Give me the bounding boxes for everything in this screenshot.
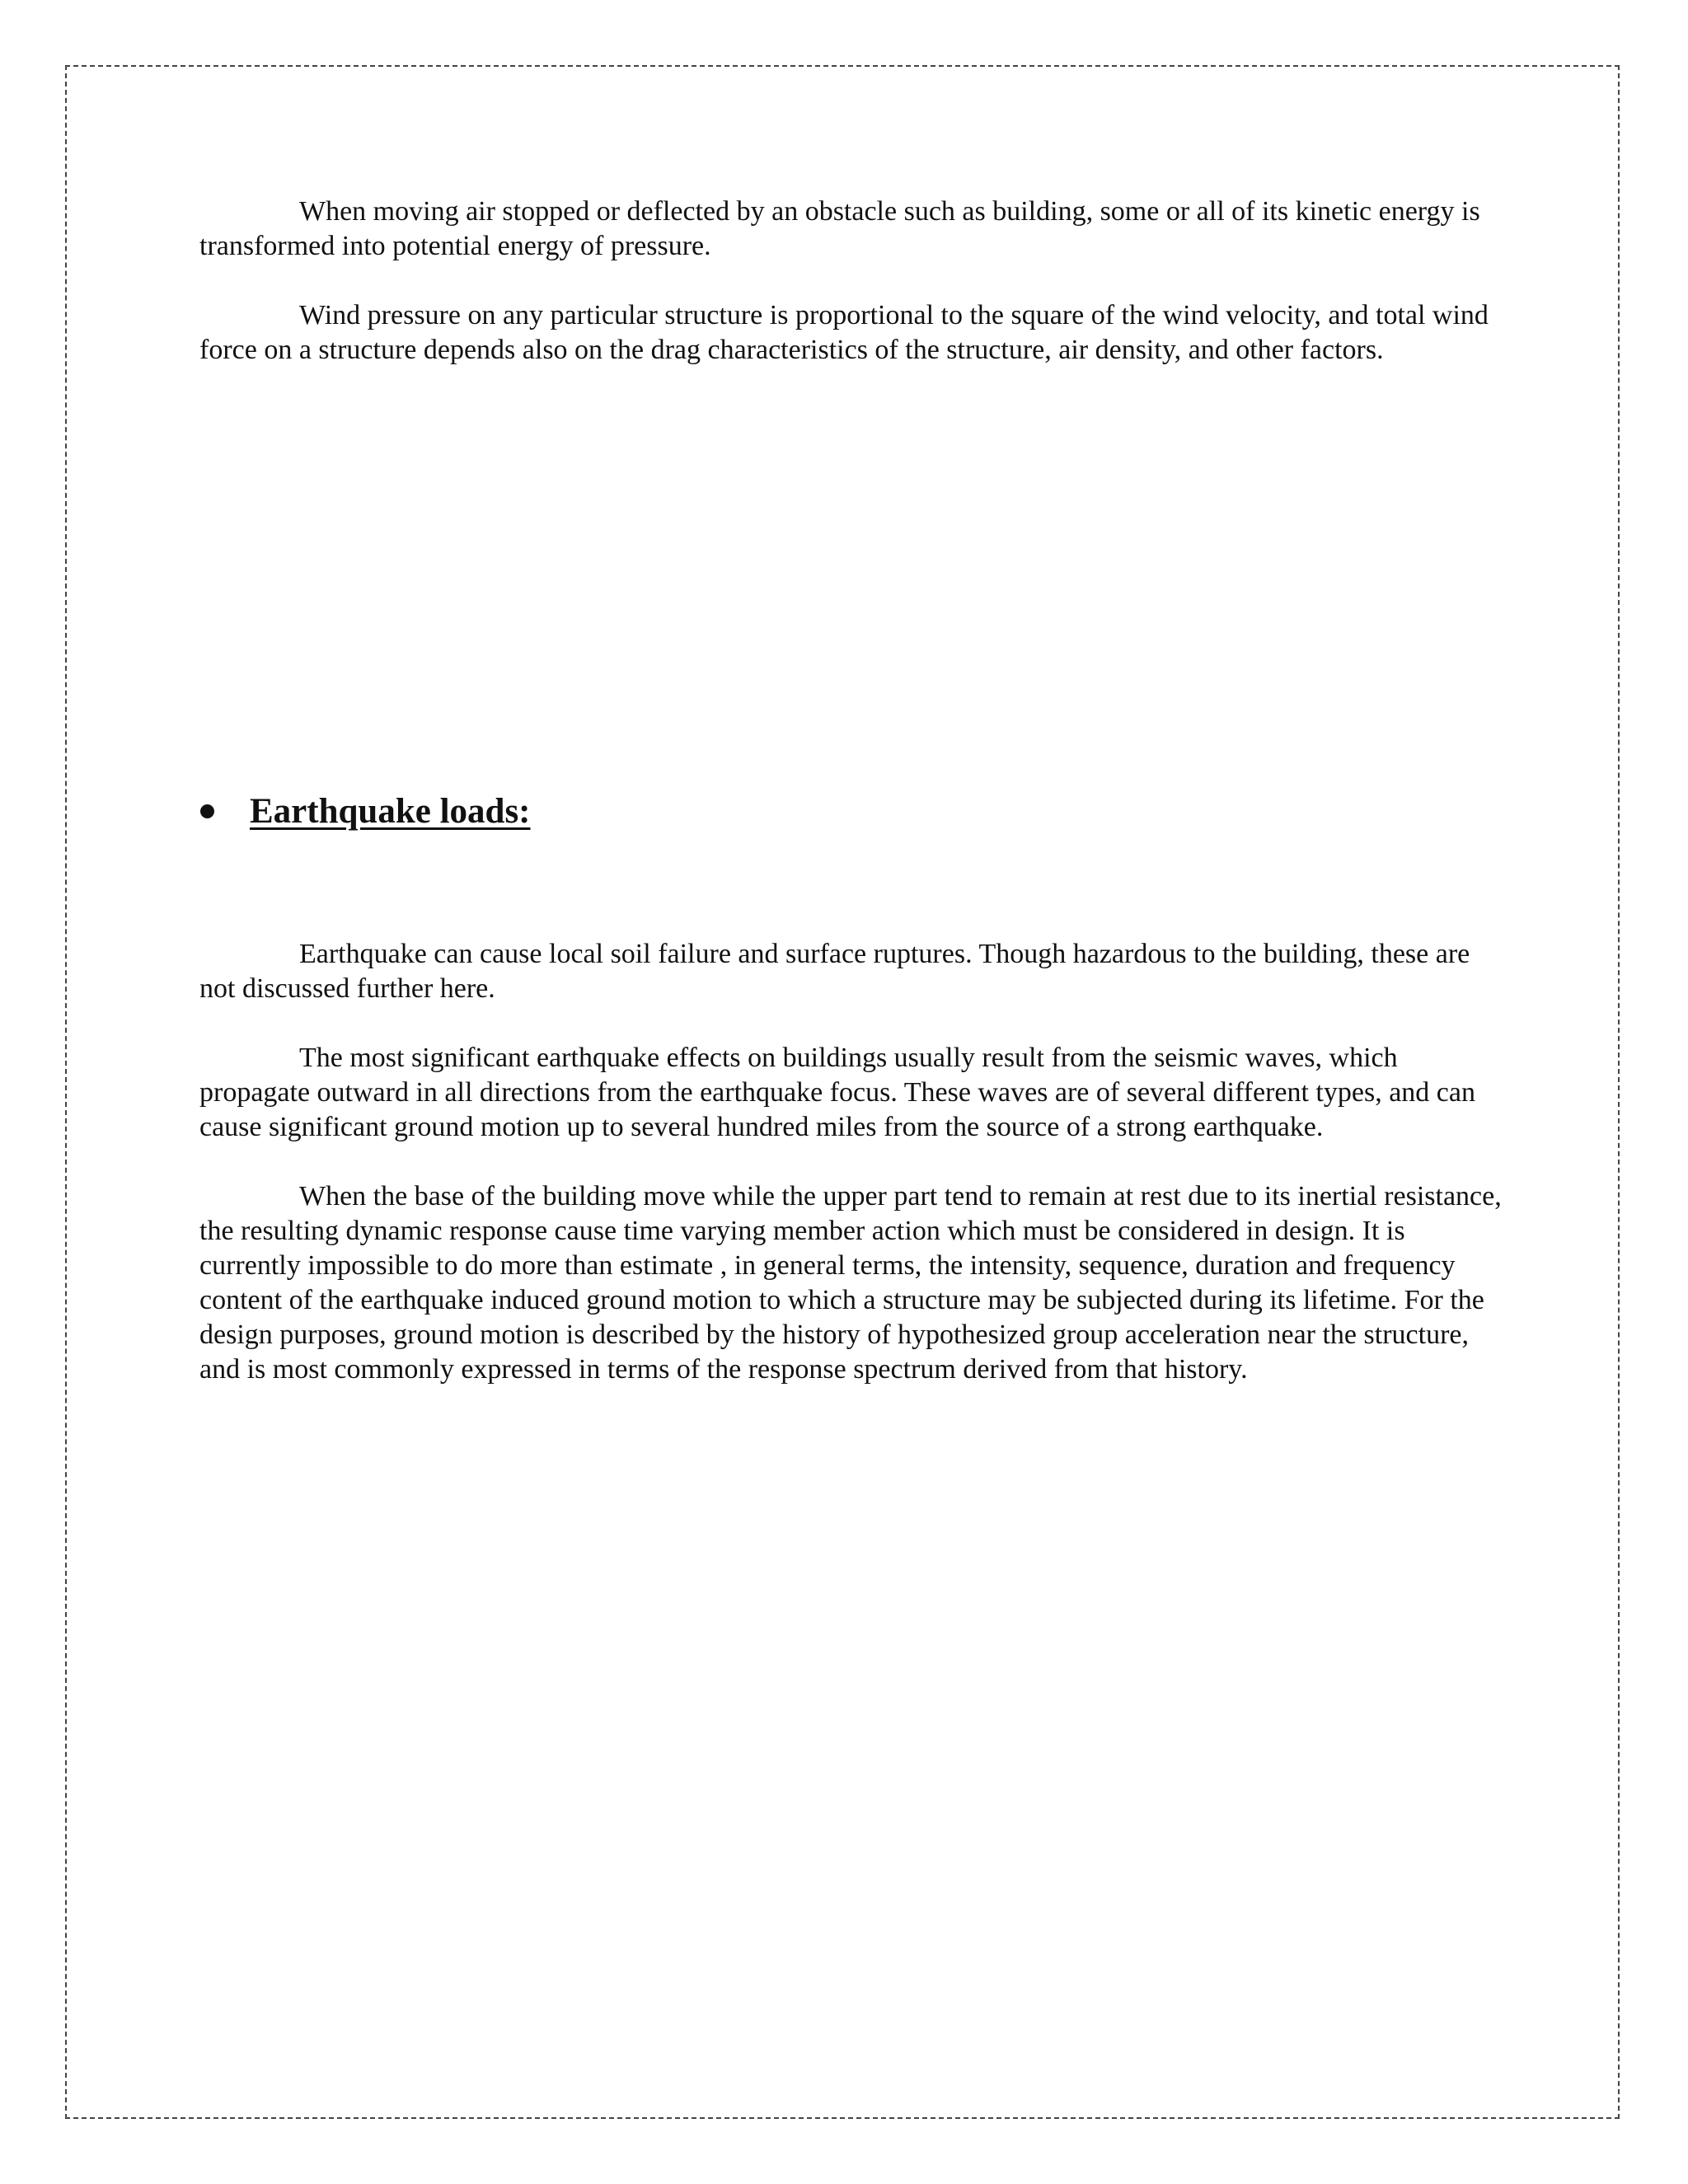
paragraph-earthquake-soil: Earthquake can cause local soil failure and surface ruptures. Though hazardous to the building, these are not discussed further here. bbox=[199, 939, 1470, 1004]
paragraph-wind-pressure: Wind pressure on any particular structure is proportional to the square of the wind velocity, and total wind force on a structure depends also on the drag characteristics of the structure, air density, and other factors. bbox=[199, 300, 1489, 365]
heading-text: Earthquake loads: bbox=[250, 792, 531, 831]
earthquake-heading bbox=[199, 791, 531, 832]
bullet-icon bbox=[200, 804, 214, 818]
paragraph-seismic-waves: The most significant earthquake effects on buildings usually result from the seismic waves, which propagate outward in all directions from the earthquake focus. These waves are of several different types, and can cause significant ground motion up to several hundred miles from the source of a strong earthquake. bbox=[199, 1043, 1475, 1142]
paragraph-wind-kinetic-energy: When moving air stopped or deflected by an obstacle such as building, some or all of its kinetic energy is transformed into potential energy of pressure. bbox=[199, 196, 1480, 261]
wind-section bbox=[199, 194, 1502, 368]
earthquake-section bbox=[199, 937, 1502, 1387]
paragraph-dynamic-response: When the base of the building move while the upper part tend to remain at rest due to its inertial resistance, the resulting dynamic response cause time varying member action which must be considered in design. It is currently impossible to do more than estimate , in general terms, the intensity, sequence, duration and frequency content of the earthquake induced ground motion to which a structure may be subjected during its lifetime. For the design purposes, ground motion is described by the history of hypothesized group acceleration near the structure, and is most commonly expressed in terms of the response spectrum derived from that history. bbox=[199, 1181, 1502, 1385]
